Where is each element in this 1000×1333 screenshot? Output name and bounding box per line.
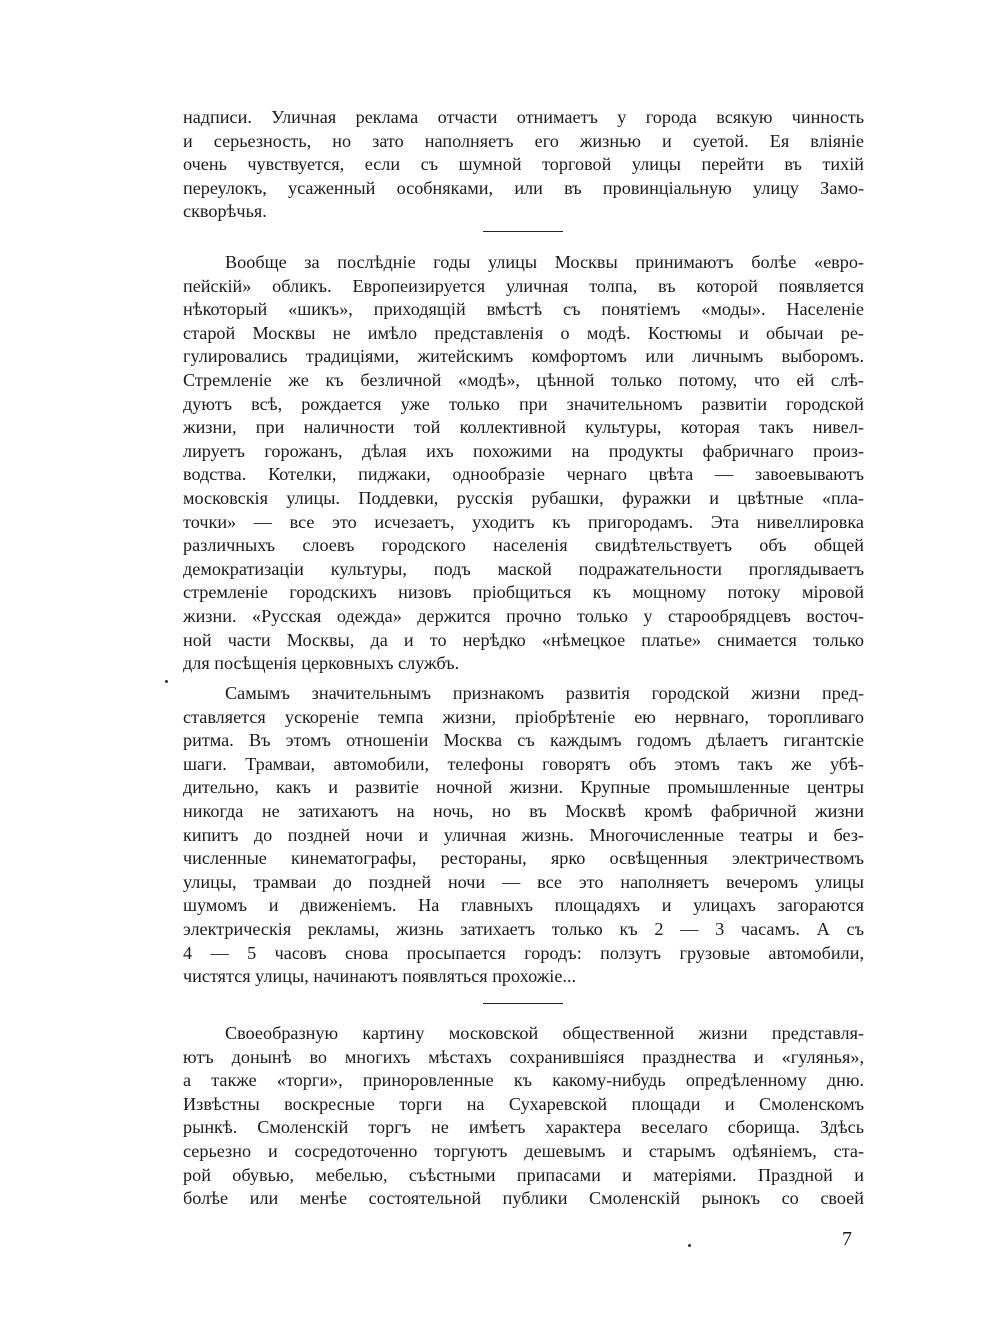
text-line: Вообще за послѣдніе годы улицы Москвы принимаютъ болѣе «евро- <box>225 252 864 272</box>
text-line: очень чувствуется, если съ шумной торговой улицы перейти въ тихій <box>183 154 864 175</box>
text-line: рынкѣ. Смоленскій торгъ не имѣетъ характера веселаго сборища. Здѣсь <box>183 1117 864 1138</box>
text-line: электрическія рекламы, жизнь затихаетъ только къ 2 — 3 часамъ. А съ <box>183 918 864 939</box>
text-line: ритма. Въ этомъ отношеніи Москва съ каждымъ годомъ дѣлаетъ гигантскіе <box>183 730 864 751</box>
text-line: гулировались традиціями, житейскимъ комфортомъ или личнымъ выборомъ. <box>183 346 864 367</box>
text-line: точки» — все это исчезаетъ, уходитъ къ пригородамъ. Эта нивеллировка <box>183 511 864 532</box>
text-line: болѣе или менѣе состоятельной публики Смоленскій рынокъ со своей <box>183 1188 864 1209</box>
scan-speck <box>165 680 168 683</box>
section-divider-1 <box>483 231 563 232</box>
paragraph-2 <box>183 251 864 676</box>
scan-speck <box>688 1244 691 1247</box>
text-line: переулокъ, усаженный особняками, или въ провинціальную улицу Замо- <box>183 177 864 198</box>
text-line: чистятся улицы, начинаютъ появляться прохожіе... <box>183 966 577 987</box>
text-line: демократизаціи культуры, подъ маской подражательности проглядываетъ <box>183 558 864 579</box>
text-line: а также «торги», приноровленные къ какому-нибудь опредѣленному дню. <box>183 1070 864 1091</box>
text-line: московскія улицы. Поддевки, русскія рубашки, фуражки и цвѣтные «пла- <box>183 487 864 508</box>
text-line: для посѣщенія церковныхъ службъ. <box>183 653 460 674</box>
text-line: 4 — 5 часовъ снова просыпается городъ: ползутъ грузовые автомобили, <box>183 942 864 963</box>
text-line: и серьезность, но зато наполняетъ его жизнью и суетой. Ея вліяніе <box>183 130 864 151</box>
text-line: Извѣстны воскресные торги на Сухаревской площади и Смоленскомъ <box>183 1093 864 1114</box>
text-line: Своеобразную картину московской общественной жизни представля- <box>225 1023 864 1043</box>
section-divider-2 <box>483 1003 563 1004</box>
text-line: Самымъ значительнымъ признакомъ развитія городской жизни пред- <box>225 683 864 703</box>
page-number: 7 <box>842 1228 852 1250</box>
text-line: рой обувью, мебелью, съѣстными припасами и матеріями. Праздной и <box>183 1164 864 1185</box>
text-line: ной части Москвы, да и то нерѣдко «нѣмецкое платье» снимается только <box>183 629 864 650</box>
text-line: шумомъ и движеніемъ. На главныхъ площадяхъ и улицахъ загораются <box>183 895 864 916</box>
text-line: старой Москвы не имѣло представленія о модѣ. Костюмы и обычаи ре- <box>183 322 864 343</box>
text-line: дительно, какъ и развитіе ночной жизни. Крупные промышленные центры <box>183 777 864 798</box>
text-line: пейскій» обликъ. Европеизируется уличная толпа, въ которой появляется <box>183 275 864 296</box>
text-line: кипитъ до поздней ночи и уличная жизнь. Многочисленные театры и без- <box>183 824 864 845</box>
text-line: различныхъ слоевъ городского населенія свидѣтельствуетъ объ общей <box>183 535 864 556</box>
text-line: жизни. «Русская одежда» держится прочно только у старообрядцевъ восточ- <box>183 605 864 626</box>
text-line: стремленіе городскихъ низовъ пріобщиться къ мощному потоку міровой <box>183 582 864 603</box>
text-line: скворѣчья. <box>183 201 267 222</box>
text-line: жизни, при наличности той коллективной культуры, которая такъ нивел- <box>183 417 864 438</box>
paragraph-1 <box>183 106 864 224</box>
text-line: водства. Котелки, пиджаки, однообразіе чернаго цвѣта — завоевываютъ <box>183 464 864 485</box>
text-line: улицы, трамваи до поздней ночи — все это наполняетъ вечеромъ улицы <box>183 871 864 892</box>
text-line: серьезно и сосредоточенно торгуютъ дешевымъ и старымъ одѣяніемъ, ста- <box>183 1140 864 1161</box>
text-line: шаги. Трамваи, автомобили, телефоны говорятъ объ этомъ такъ же убѣ- <box>183 753 864 774</box>
text-line: численные кинематографы, рестораны, ярко освѣщенныя электричествомъ <box>183 848 864 869</box>
text-line: никогда не затихаютъ на ночь, но въ Москвѣ кромѣ фабричной жизни <box>183 800 864 821</box>
text-line: ставляется ускореніе темпа жизни, пріобрѣтеніе ею нервнаго, торопливаго <box>183 706 864 727</box>
text-line: Стремленіе же къ безличной «модѣ», цѣнной только потому, что ей слѣ- <box>183 369 864 390</box>
paragraph-3 <box>183 682 864 989</box>
text-line: надписи. Уличная реклама отчасти отнимаетъ у города всякую чинность <box>183 107 864 127</box>
text-line: дуютъ всѣ, рождается уже только при значительномъ развитіи городской <box>183 393 864 414</box>
text-line: ютъ донынѣ во многихъ мѣстахъ сохранившіяся празднества и «гулянья», <box>183 1046 864 1067</box>
paragraph-4 <box>183 1022 864 1211</box>
text-line: нѣкоторый «шикъ», приходящій вмѣстѣ съ понятіемъ «моды». Населеніе <box>183 299 864 320</box>
text-line: лируетъ горожанъ, дѣлая ихъ похожими на продукты фабричнаго произ- <box>183 440 864 461</box>
